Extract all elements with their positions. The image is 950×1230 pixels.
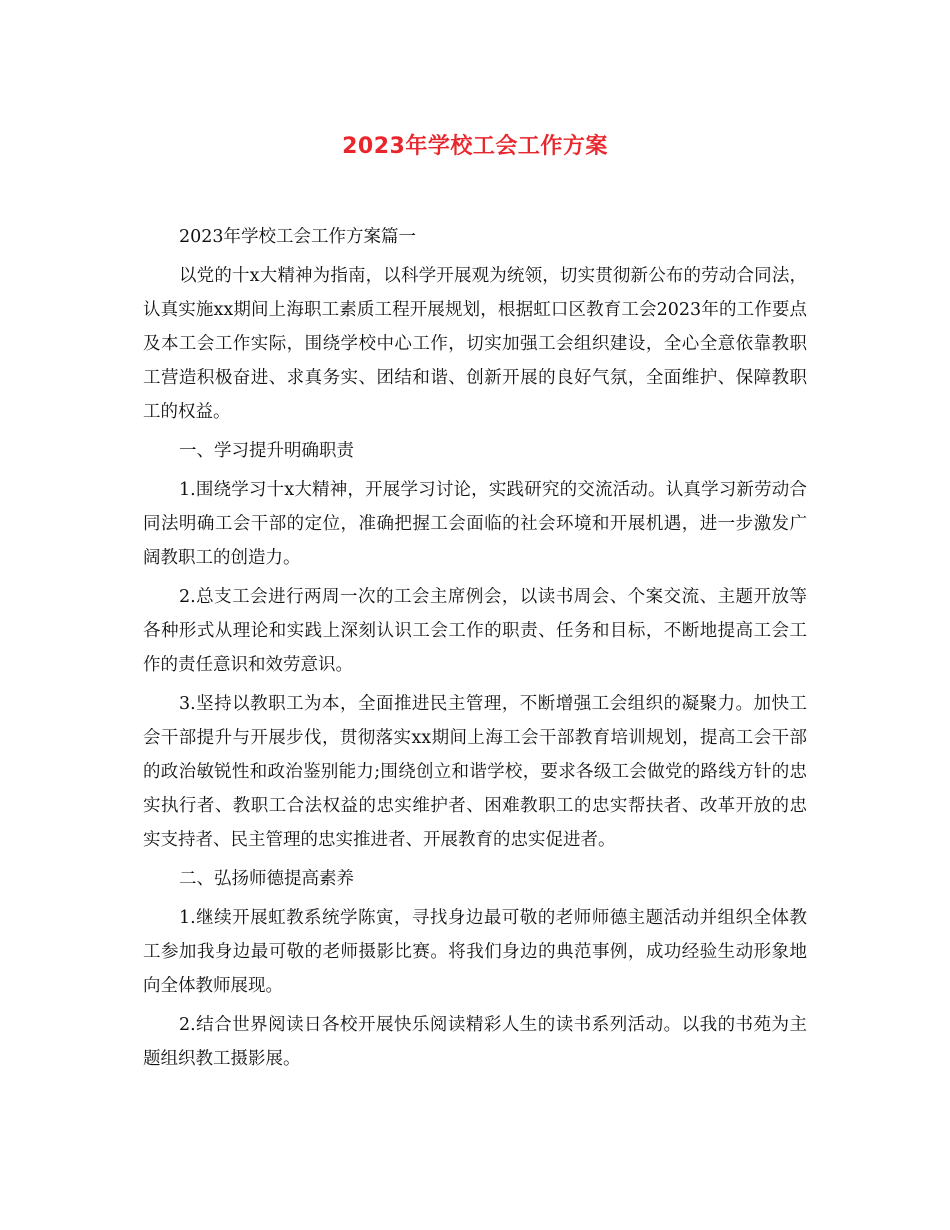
- paragraph-intro: 以党的十x大精神为指南，以科学开展观为统领，切实贯彻新公布的劳动合同法，认真实施xx期间上海职工素质工程开展规划，根据虹口区教育工会2023年的工作要点及本工会工作实际，围绕学校中心工作，切实加强工会组织建设，全心全意依靠教职工营造积极奋进、求真务实、团结和谐、创新开展的良好气氛，全面维护、保障教职工的权益。: [143, 266, 807, 422]
- paragraph-ethics-2: 2.结合世界阅读日各校开展快乐阅读精彩人生的读书系列活动。以我的书苑为主题组织教工摄影展。: [143, 1015, 807, 1069]
- document-body: [143, 220, 807, 1081]
- section-heading-part-one: 2023年学校工会工作方案篇一: [179, 227, 417, 247]
- paragraph-study-3: 3.坚持以教职工为本，全面推进民主管理，不断增强工会组织的凝聚力。加快工会干部提升与开展步伐，贯彻落实xx期间上海工会干部教育培训规划，提高工会干部的政治敏锐性和政治鉴别能力;围绕创立和谐学校，要求各级工会做党的路线方针的忠实执行者、教职工合法权益的忠实维护者、困难教职工的忠实帮扶者、改革开放的忠实支持者、民主管理的忠实推进者、开展教育的忠实促进者。: [143, 694, 807, 850]
- section-heading-study: 一、学习提升明确职责: [179, 441, 354, 461]
- paragraph-ethics-1: 1.继续开展虹教系统学陈寅，寻找身边最可敬的老师师德主题活动并组织全体教工参加我身边最可敬的老师摄影比赛。将我们身边的典范事例，成功经验生动形象地向全体教师展现。: [143, 908, 807, 996]
- paragraph-study-1: 1.围绕学习十x大精神，开展学习讨论，实践研究的交流活动。认真学习新劳动合同法明确工会干部的定位，准确把握工会面临的社会环境和开展机遇，进一步激发广阔教职工的创造力。: [143, 480, 807, 568]
- paragraph-study-2: 2.总支工会进行两周一次的工会主席例会，以读书周会、个案交流、主题开放等各种形式从理论和实践上深刻认识工会工作的职责、任务和目标，不断地提高工会工作的责任意识和效劳意识。: [143, 587, 807, 675]
- document-title: 2023年学校工会工作方案: [342, 134, 608, 159]
- section-heading-ethics: 二、弘扬师德提高素养: [179, 869, 354, 889]
